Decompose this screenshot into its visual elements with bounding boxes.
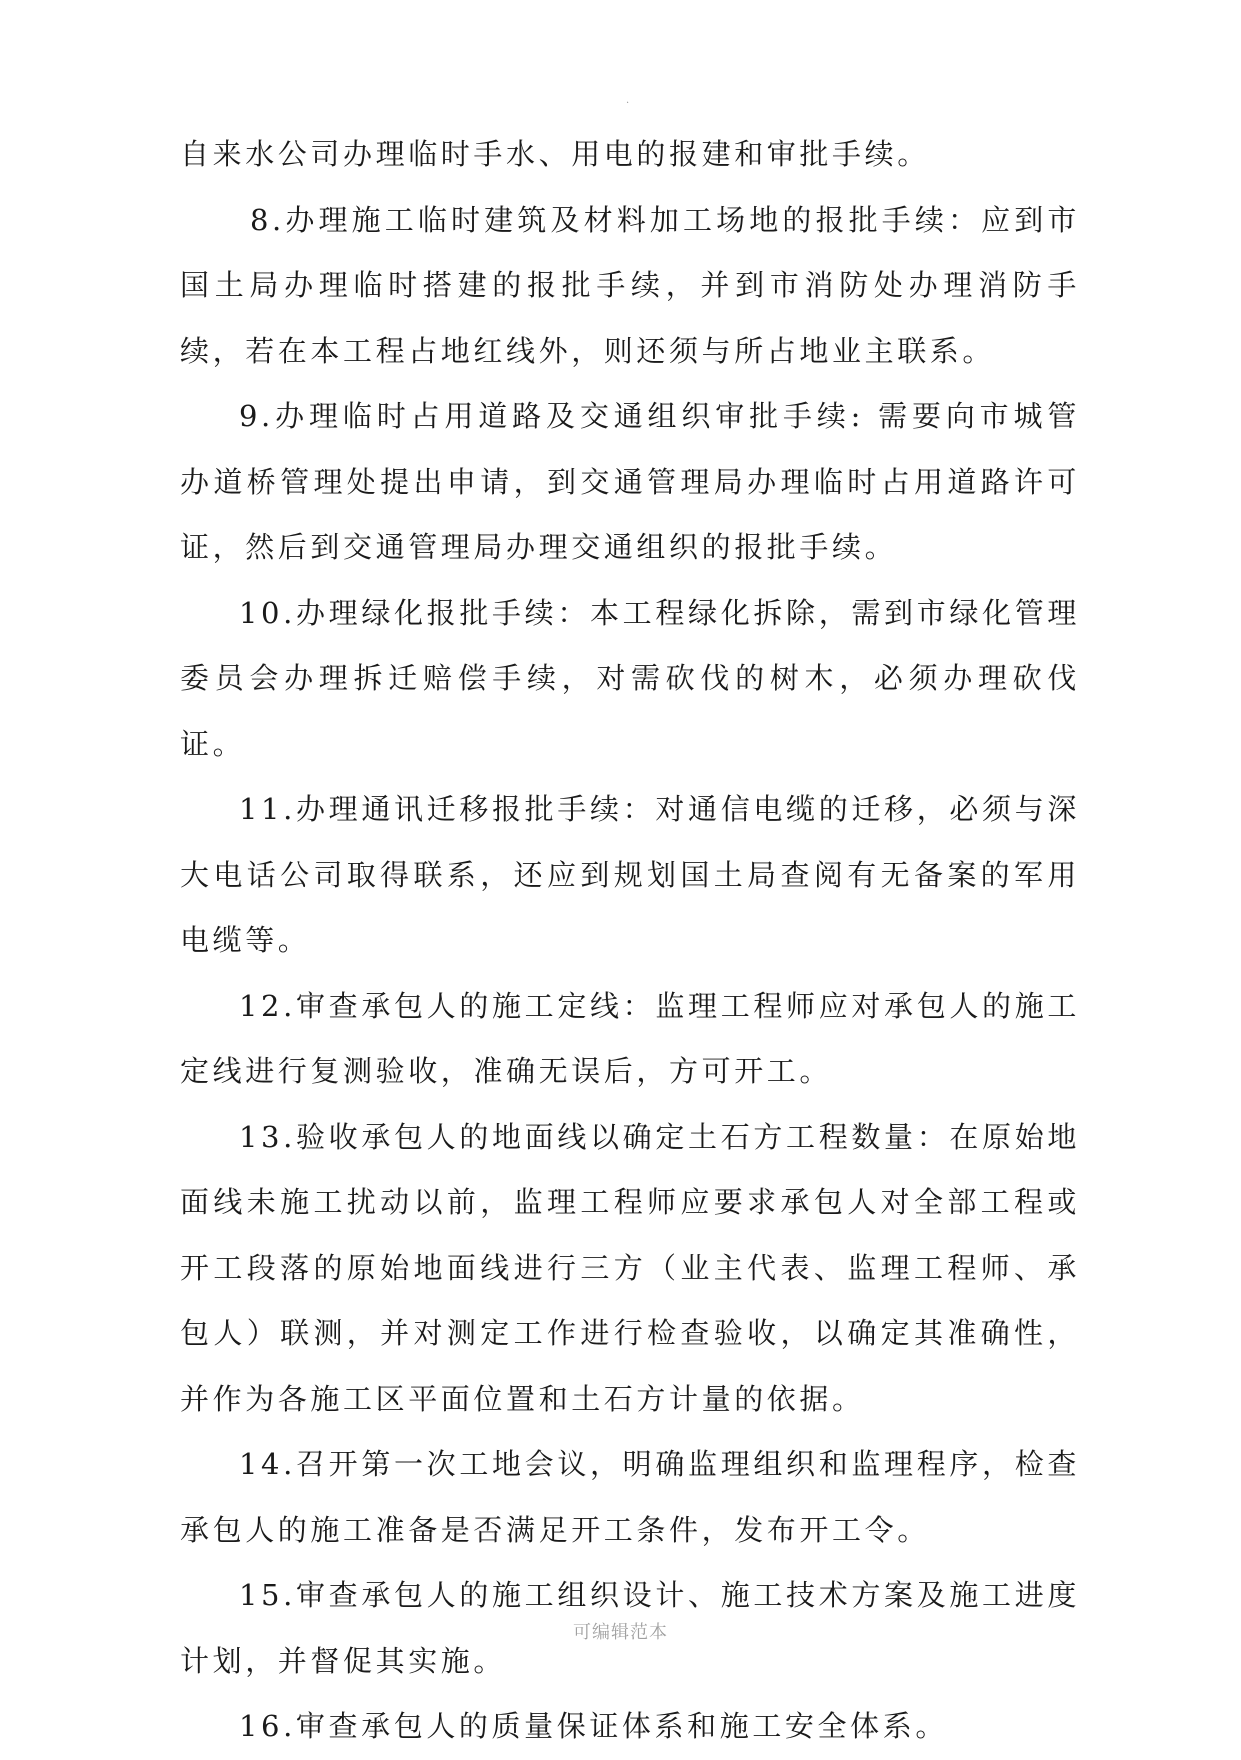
paragraph-item-9: 9.办理临时占用道路及交通组织审批手续: 需要向市城管办道桥管理处提出申请，到交通管理局办理临时占用道路许可证，然后到交通管理局办理交通组织的报批手续。: [180, 399, 1080, 564]
paragraph-item-15: 15.审查承包人的施工组织设计、施工技术方案及施工进度计划，并督促其实施。: [180, 1578, 1080, 1678]
paragraph-item-11: 11.办理通讯迁移报批手续：对通信电缆的迁移，必须与深大电话公司取得联系，还应到规划国土局查阅有无备案的军用电缆等。: [180, 792, 1080, 957]
paragraph-continuation: 自来水公司办理临时手水、用电的报建和审批手续。: [180, 137, 930, 171]
document-body: [180, 122, 1080, 1760]
paragraph-item-16: 16.审查承包人的质量保证体系和施工安全体系。: [239, 1709, 948, 1743]
paragraph-item-12: 12.审查承包人的施工定线：监理工程师应对承包人的施工定线进行复测验收，准确无误后，方可开工。: [180, 988, 1080, 1088]
paragraph-item-10: 10.办理绿化报批手续：本工程绿化拆除，需到市绿化管理委员会办理拆迁赔偿手续，对需砍伐的树木，必须办理砍伐证。: [180, 595, 1080, 761]
paragraph-item-8: 8.办理施工临时建筑及材料加工场地的报批手续：应到市国土局办理临时搭建的报批手续，并到市消防处办理消防手续，若在本工程占地红线外，则还须与所占地业主联系。: [180, 202, 1080, 368]
paragraph-item-13: 13.验收承包人的地面线以确定土石方工程数量：在原始地面线未施工扰动以前，监理工程师应要求承包人对全部工程或开工段落的原始地面线进行三方（业主代表、监理工程师、承包人）联测，并对测定工作进行检查验收，以确定其准确性，并作为各施工区平面位置和土石方计量的依据。: [180, 1119, 1080, 1416]
page-footer: 可编辑范本: [573, 1622, 668, 1643]
paragraph-item-14: 14.召开第一次工地会议，明确监理组织和监理程序，检查承包人的施工准备是否满足开工条件，发布开工令。: [180, 1447, 1080, 1547]
header-mark: .: [626, 95, 630, 106]
